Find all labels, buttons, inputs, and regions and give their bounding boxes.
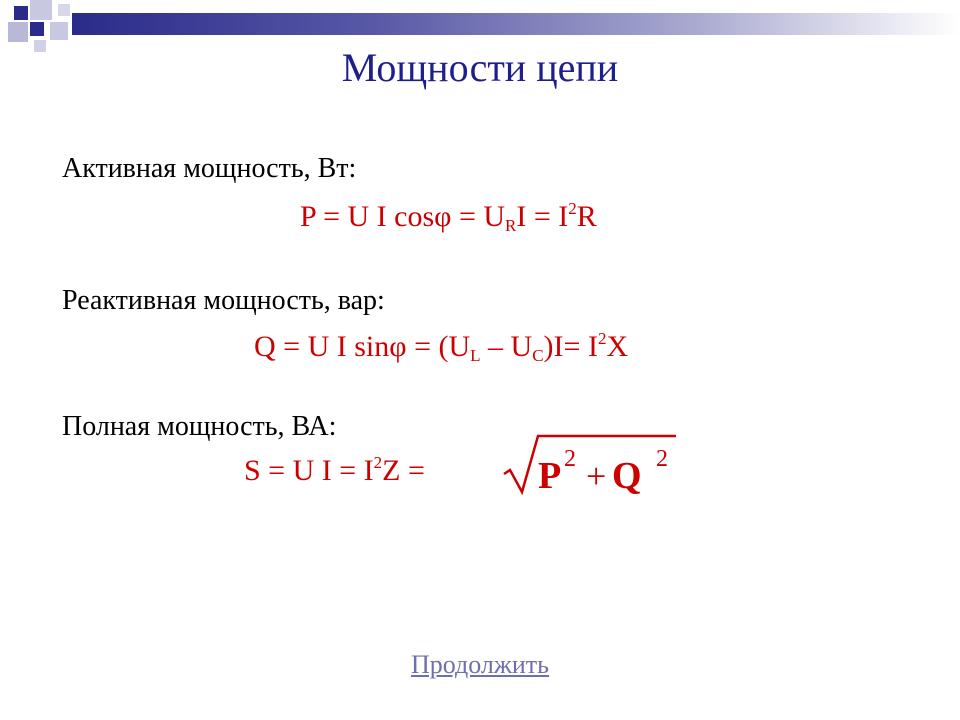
formula-subscript: R — [505, 216, 517, 235]
decor-square — [30, 22, 44, 36]
formula-text: S = U I = I — [244, 454, 374, 487]
decor-square — [58, 4, 70, 16]
active-power-formula — [300, 198, 597, 236]
radicand-p-exponent: 2 — [564, 446, 576, 472]
formula-superscript: 2 — [568, 199, 577, 218]
square-root-expression — [500, 430, 690, 500]
radicand-q-exponent: 2 — [656, 446, 668, 472]
reactive-power-label: Реактивная мощность, вар: — [62, 285, 385, 316]
decor-square — [14, 6, 28, 20]
decor-square — [30, 0, 52, 20]
formula-text: X — [606, 330, 629, 363]
decor-square — [8, 22, 28, 42]
reactive-power-formula — [254, 328, 628, 366]
radicand-p: P — [538, 455, 562, 497]
radicand-q: Q — [612, 455, 642, 497]
formula-superscript: 2 — [373, 453, 383, 472]
formula-text: R — [576, 200, 597, 233]
formula-text: P = U I cosφ = U — [300, 200, 506, 233]
formula-subscript: L — [470, 346, 481, 365]
header-gradient-strip — [72, 13, 960, 35]
formula-text: I = I — [516, 200, 569, 233]
formula-text: Z = — [382, 454, 425, 487]
formula-text: Q = U I sinφ = (U — [254, 330, 471, 363]
radicand-plus: + — [586, 456, 607, 496]
formula-subscript: C — [532, 346, 544, 365]
apparent-power-label: Полная мощность, ВА: — [62, 411, 337, 442]
slide-title: Мощности цепи — [341, 45, 619, 90]
formula-text: – U — [480, 330, 533, 363]
apparent-power-formula — [244, 452, 425, 490]
decor-square — [50, 22, 68, 40]
formula-superscript: 2 — [597, 329, 607, 348]
formula-text: )I= I — [543, 330, 598, 363]
active-power-label: Активная мощность, Вт: — [62, 153, 357, 184]
continue-link[interactable]: Продолжить — [411, 650, 549, 679]
